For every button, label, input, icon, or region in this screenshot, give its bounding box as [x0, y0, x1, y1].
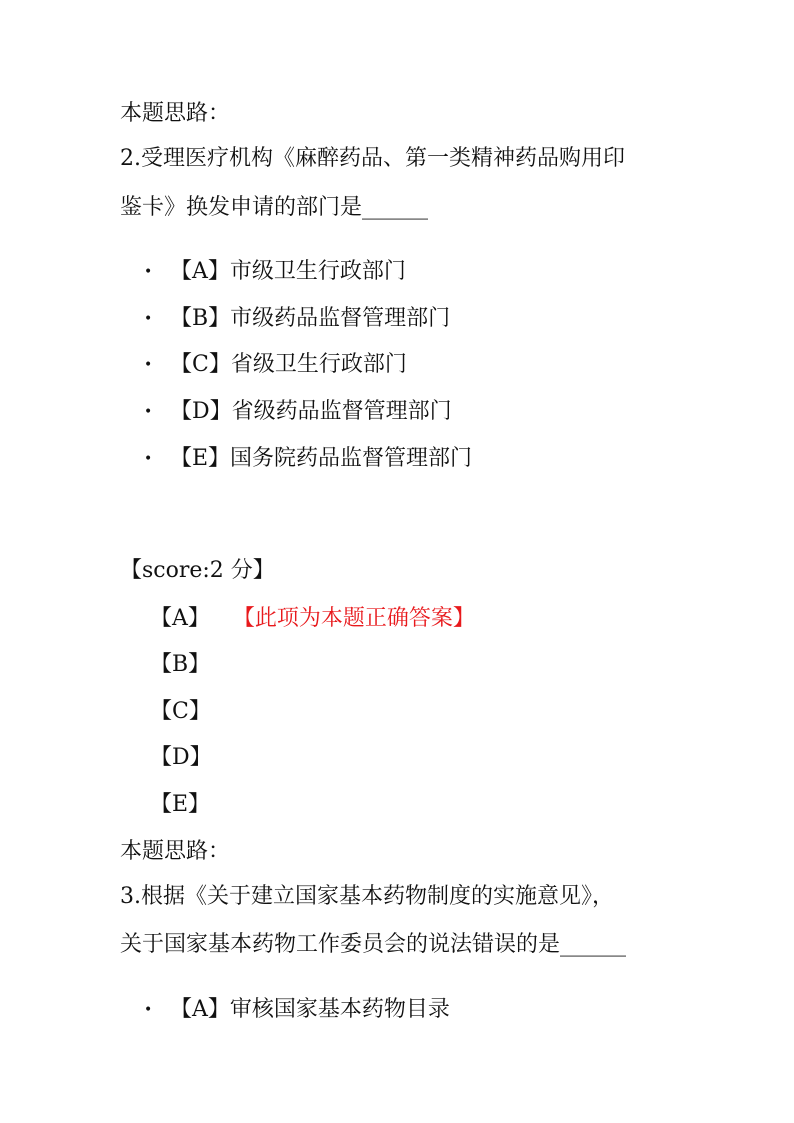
answer-letter: 【C】 [150, 699, 211, 724]
option-item [144, 304, 450, 334]
thinking-label: 本题思路： [120, 839, 231, 864]
question-stem-line: 2.受理医疗机构《麻醉药品、第一类精神药品购用印 [120, 146, 625, 171]
option-text: 【A】市级卫生行政部门 [170, 259, 406, 284]
option-item [144, 257, 406, 287]
option-item [144, 397, 452, 427]
bullet-icon: • [144, 357, 153, 373]
option-text: 【D】省级药品监督管理部门 [170, 399, 452, 424]
bullet-icon: • [144, 264, 153, 280]
option-text: 【B】市级药品监督管理部门 [170, 306, 451, 331]
bullet-icon: • [144, 404, 153, 420]
correct-answer-note: 【此项为本题正确答案】 [243, 606, 475, 631]
bullet-icon: • [144, 311, 153, 327]
answer-letter: 【E】 [150, 792, 211, 817]
question-stem-line: 3.根据《关于建立国家基本药物制度的实施意见》， [120, 884, 614, 909]
score-label: 【score:2 分】 [120, 558, 275, 583]
option-text: 【A】审核国家基本药物目录 [170, 997, 450, 1022]
question-stem-line: 关于国家基本药物工作委员会的说法错误的是______ [120, 932, 627, 957]
answer-item [150, 790, 210, 820]
option-text: 【E】国务院药品监督管理部门 [170, 446, 473, 471]
answer-letter: 【D】 [150, 745, 212, 770]
bullet-icon: • [144, 451, 153, 467]
option-item [144, 350, 407, 380]
answer-letter: 【B】 [150, 652, 211, 677]
option-text: 【C】省级卫生行政部门 [170, 352, 407, 377]
option-item [144, 444, 472, 474]
answer-item [150, 604, 475, 634]
answer-letter: 【A】 [150, 606, 210, 631]
option-item [144, 995, 450, 1025]
bullet-icon: • [144, 1002, 153, 1018]
answer-item [150, 743, 212, 773]
answer-item [150, 697, 211, 727]
question-stem-line: 鉴卡》换发申请的部门是______ [120, 195, 429, 220]
answer-item [150, 650, 210, 680]
thinking-label: 本题思路： [120, 101, 231, 126]
